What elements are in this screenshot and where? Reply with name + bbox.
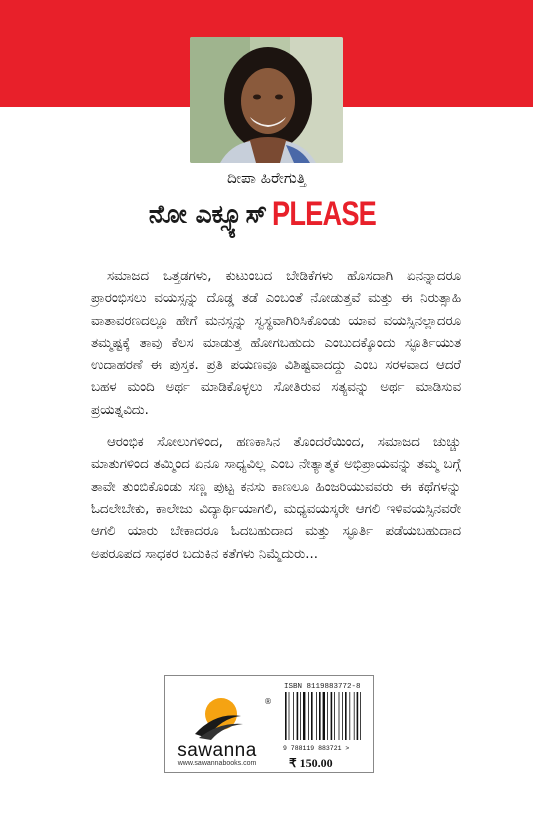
barcode-digits: 9 788119 883721 > (283, 745, 350, 752)
book-title (0, 195, 533, 234)
book-blurb (91, 266, 461, 566)
sun-swoosh-icon (193, 694, 243, 740)
author-photo (190, 37, 343, 163)
title-english: PLEASE (272, 195, 377, 233)
author-name: ದೀಪಾ ಹಿರೇಗುತ್ತಿ (227, 169, 306, 187)
barcode-bar (345, 692, 347, 740)
publisher-barcode-box (164, 675, 374, 773)
publisher-logo (171, 686, 272, 767)
barcode-bar (300, 692, 301, 740)
registered-mark: ® (264, 697, 272, 706)
barcode-image (281, 692, 369, 754)
isbn-label: ISBN 8119883772-8 (284, 683, 361, 691)
barcode-bar (349, 692, 350, 740)
barcode-bar (342, 692, 343, 740)
barcode-bar (319, 692, 321, 740)
barcode-bar (308, 692, 309, 740)
barcode-bar (289, 692, 290, 740)
barcode-bar (323, 692, 325, 740)
blurb-paragraph-2: ಆರಂಭಿಕ ಸೋಲುಗಳಿಂದ, ಹಣಕಾಸಿನ ತೊಂದರೆಯಿಂದ, ಸಮಾಜದ ಚುಚ್ಚು ಮಾತುಗಳಿಂದ ತಮ್ಮಿಂದ ಏನೂ ಸಾಧ್ಯವಿಲ್ಲ ಎಂಬ ನೇತ್ಯಾತ್ಮಕ ಅಭಿಪ್ರಾಯವನ್ನು ತಮ್ಮ ಬಗ್ಗೆ ತಾವೇ ತುಂಬಿಕೊಂಡು ಸಣ್ಣ ಪುಟ್ಟ ಕನಸು ಕಾಣಲೂ ಹಿಂಜರಿಯುವವರು ಈ ಕಥೆಗಳನ್ನು ಓದಲೇಬೇಕು, ಕಾಲೇಜು ವಿದ್ಯಾರ್ಥಿಯಾಗಲಿ, ಮಧ್ಯವಯಸ್ಕರೇ ಆಗಲಿ ಇಳಿವಯಸ್ಸಿನವರೇ ಆಗಲಿ ಯಾರು ಬೇಕಾದರೂ ಓದಬಹುದಾದ ಮತ್ತು ಸ್ಫೂರ್ತಿ ಪಡೆಯಬಹುದಾದ ಅಪರೂಪದ ಸಾಧಕರ ಬದುಕಿನ ಕತೆಗಳು ನಿಮ್ಮೆದುರು... (91, 435, 461, 562)
barcode-bar (327, 692, 328, 740)
barcode-bar (293, 692, 294, 740)
publisher-name: sawanna (177, 740, 257, 761)
publisher-website: www.sawannabooks.com (177, 760, 257, 767)
barcode-bar (357, 692, 359, 740)
barcode-bar (311, 692, 313, 740)
title-kannada: ನೋ ಎಕ್ಸ್ಯೂಸ್ (148, 199, 268, 229)
barcode-bar (360, 692, 361, 740)
barcode-bar (339, 692, 340, 740)
barcode-bar (285, 692, 287, 740)
barcode-bar (316, 692, 317, 740)
price-label: ₹ 150.00 (289, 756, 333, 770)
barcode-bar (334, 692, 335, 740)
barcode-bar (297, 692, 299, 740)
barcode-bar (331, 692, 333, 740)
barcode-bar (303, 692, 305, 740)
blurb-paragraph-1: ಸಮಾಜದ ಒತ್ತಡಗಳು, ಕುಟುಂಬದ ಬೇಡಿಕೆಗಳು ಹೊಸದಾಗಿ ಏನನ್ನಾದರೂ ಪ್ರಾರಂಭಿಸಲು ವಯಸ್ಸನ್ನು ದೊಡ್ಡ ತಡೆ ಎಂಬಂತೆ ನೋಡುತ್ತವೆ ಮತ್ತು ಈ ನಿರುತ್ಸಾಹಿ ವಾತಾವರಣದಲ್ಲೂ ಹೇಗೆ ಮನಸ್ಸನ್ನು ಸ್ವಸ್ಥವಾಗಿರಿಸಿಕೊಂಡು ಯಾವ ವಯಸ್ಸಿನಲ್ಲಾದರೂ ತಮ್ಮಷ್ಟಕ್ಕೆ ತಾವು ಕೆಲಸ ಮಾಡುತ್ತ ಹೋಗಬಹುದು ಎಂಬುದಕ್ಕೊಂದು ಸ್ಫೂರ್ತಿಯುತ ಉದಾಹರಣೆ ಈ ಪುಸ್ತಕ. ಪ್ರತಿ ಪಯಣವೂ ವಿಶಿಷ್ಟವಾದದ್ದು ಎಂಬ ಸರಳವಾದ ಆದರೆ ಬಹಳ ಮಂದಿ ಅರ್ಥ ಮಾಡಿಕೊಳ್ಳಲು ಸೋತಿರುವ ಸತ್ಯವನ್ನು ಅರ್ಥ ಮಾಡಿಸುವ ಪ್ರಯತ್ನವಿದು. (91, 269, 461, 418)
barcode-bar (354, 692, 355, 740)
